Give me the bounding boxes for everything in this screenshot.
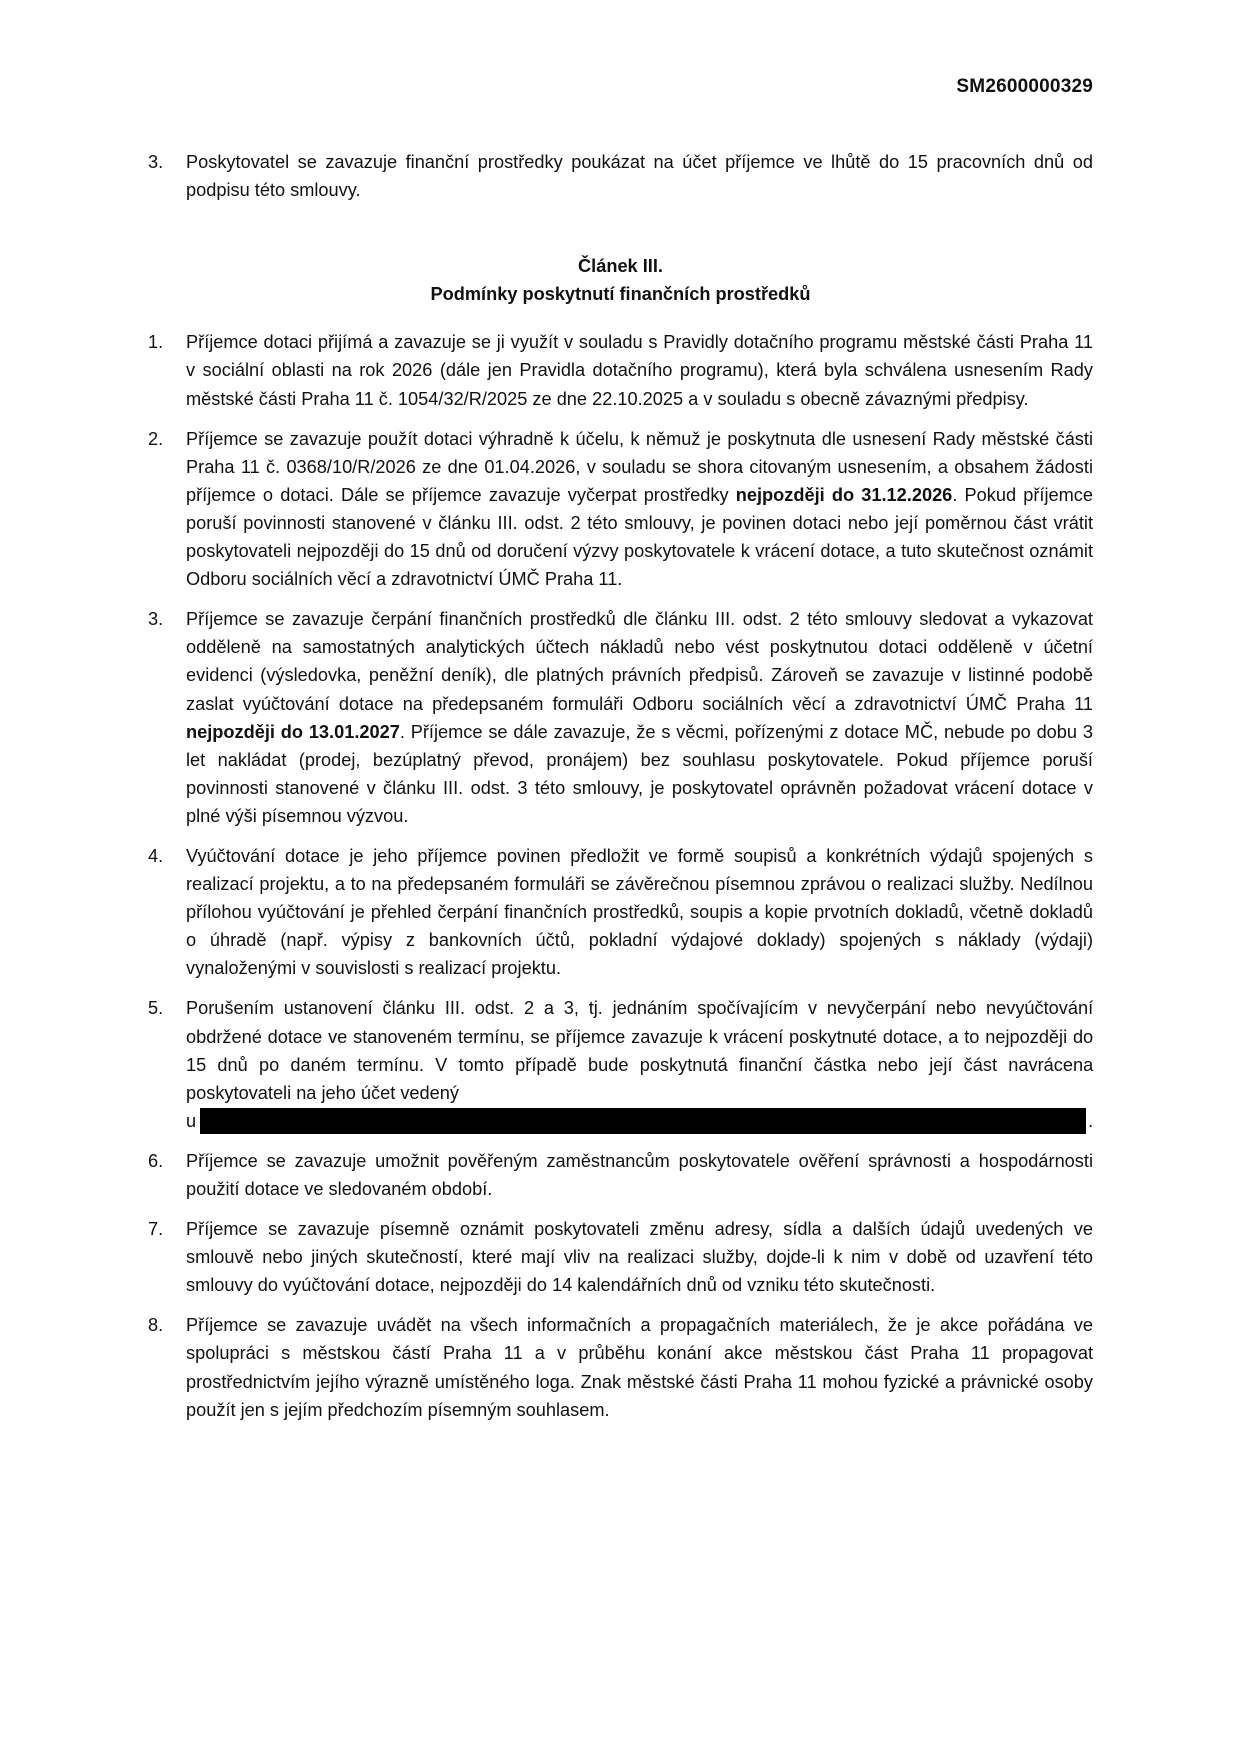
redaction-bar — [200, 1108, 1086, 1134]
list-item — [148, 328, 1093, 412]
deadline-bold: nejpozději do 13.01.2027 — [186, 721, 400, 742]
item-text: Příjemce se zavazuje uvádět na všech informačních a propagačních materiálech, že je akce pořádána ve spolupráci s městskou částí Praha 11 a v průběhu konání akce městskou část Praha 11 propagovat prostřednictvím jejího výrazně umístěného loga. Znak městské části Praha 11 mohou fyzické a právnické osoby použít jen s jejím předchozím písemným souhlasem. — [186, 1315, 1093, 1420]
redacted-line — [186, 1107, 1093, 1135]
item-text-part: . Pokud příjemce poruší povinnosti stanovené v článku III. odst. 2 této smlouvy, je povinen dotaci nebo její poměrnou část vrátit poskytovateli nejpozději do 15 dnů od doručení výzvy poskytovatele k vrácení dotace, a tuto skutečnost oznámit Odboru sociálních věcí a zdravotnictví ÚMČ Praha 11. — [186, 484, 1094, 590]
list-item — [148, 1147, 1093, 1203]
item-text — [186, 994, 1093, 1134]
article-number: Článek III. — [578, 256, 663, 277]
item-number: 6. — [148, 1150, 164, 1171]
item-text — [186, 605, 1093, 830]
list-item — [148, 994, 1093, 1134]
item-number: 7. — [148, 1219, 164, 1240]
item-number: 3. — [148, 609, 164, 630]
item-text: Příjemce dotaci přijímá a zavazuje se ji využít v souladu s Pravidly dotačního programu městské části Praha 11 v sociální oblasti na rok 2026 (dále jen Pravidla dotačního programu), která byla schválena usnesením Rady městské části Praha 11 č. 1054/32/R/2025 ze dne 22.10.2025 a v souladu s obecně závaznými předpisy. — [186, 332, 1093, 409]
item-number: 4. — [148, 845, 164, 866]
item-text: Příjemce se zavazuje umožnit pověřeným zaměstnancům poskytovatele ověření správnosti a hospodárnosti použití dotace ve sledovaném období. — [186, 1150, 1093, 1199]
item-text-part: u — [186, 1110, 197, 1131]
item-text: Poskytovatel se zavazuje finanční prostředky poukázat na účet příjemce ve lhůtě do 15 pracovních dnů od podpisu této smlouvy. — [186, 152, 1093, 201]
item-number: 5. — [148, 998, 164, 1019]
item-number: 2. — [148, 428, 164, 449]
article-title: Podmínky poskytnutí finančních prostředků — [430, 284, 811, 305]
item-text: Příjemce se zavazuje písemně oznámit poskytovateli změnu adresy, sídla a dalších údajů uvedených ve smlouvě nebo jiných skutečností, které mají vliv na realizaci služby, dojde-li k nim v době od uzavření této smlouvy do vyúčtování dotace, nejpozději do 14 kalendářních dnů od vzniku této skutečnosti. — [186, 1219, 1093, 1296]
document-body — [148, 148, 1093, 1424]
item-text-part: Porušením ustanovení článku III. odst. 2 a 3, tj. jednáním spočívajícím v nevyčerpání nebo nevyúčtování obdržené dotace ve stanoveném termínu, se příjemce zavazuje k vrácení poskytnuté dotace, a to nejpozději do 15 dnů po daném termínu. V tomto případě bude poskytnutá finanční částka nebo její část navrácena poskytovateli na jeho účet vedený — [186, 998, 1094, 1103]
item-number: 1. — [148, 332, 164, 353]
list-item — [148, 1311, 1093, 1423]
item-number: 3. — [148, 152, 164, 172]
list-item — [148, 425, 1093, 594]
list-item — [148, 842, 1093, 982]
list-item — [148, 605, 1093, 830]
item-text-part: . — [1088, 1110, 1094, 1131]
article-heading — [148, 252, 1093, 308]
item-text-part: Příjemce se zavazuje použít dotaci výhradně k účelu, k němuž je poskytnuta dle usnesení Rady městské části Praha 11 č. 0368/10/R/2026 ze dne 01.04.2026, v souladu se shora citovaným usnesením, a obsahem žádosti příjemce o dotaci. Dále se příjemce zavazuje vyčerpat prostředky — [186, 428, 1093, 505]
document-id: SM2600000329 — [956, 76, 1093, 97]
list-item — [148, 1215, 1093, 1299]
item-text — [186, 425, 1093, 594]
item-text-part: Příjemce se zavazuje čerpání finančních prostředků dle článku III. odst. 2 této smlouvy sledovat a vykazovat odděleně na samostatných analytických účtech nákladů nebo vést poskytnutou dotaci odděleně v účetní evidenci (výsledovka, peněžní deník), dle platných právních předpisů. Zároveň se zavazuje v listinné podobě zaslat vyúčtování dotace na předepsaném formuláři Odboru sociálních věcí a zdravotnictví ÚMČ Praha 11 — [186, 609, 1093, 714]
item-text-part: . Příjemce se dále zavazuje, že s věcmi, pořízenými z dotace MČ, nebude po dobu 3 let nakládat (prodej, bezúplatný převod, pronájem) bez souhlasu poskytovatele. Pokud příjemce poruší povinnosti stanovené v článku III. odst. 3 této smlouvy, je poskytovatel oprávněn požadovat vrácení dotace v plné výši písemnou výzvou. — [186, 721, 1093, 826]
item-number: 8. — [148, 1315, 164, 1336]
list-item — [148, 148, 1093, 204]
item-text: Vyúčtování dotace je jeho příjemce povinen předložit ve formě soupisů a konkrétních výdajů spojených s realizací projektu, a to na předepsaném formuláři se závěrečnou písemnou zprávou o realizaci služby. Nedílnou přílohou vyúčtování je přehled čerpání finančních prostředků, soupis a kopie prvotních dokladů, včetně dokladů o úhradě (např. výpisy z bankovních účtů, pokladní výdajové doklady) spojených s náklady (výdaji) vynaloženými v souvislosti s realizací projektu. — [186, 845, 1093, 979]
deadline-bold: nejpozději do 31.12.2026 — [735, 484, 953, 505]
